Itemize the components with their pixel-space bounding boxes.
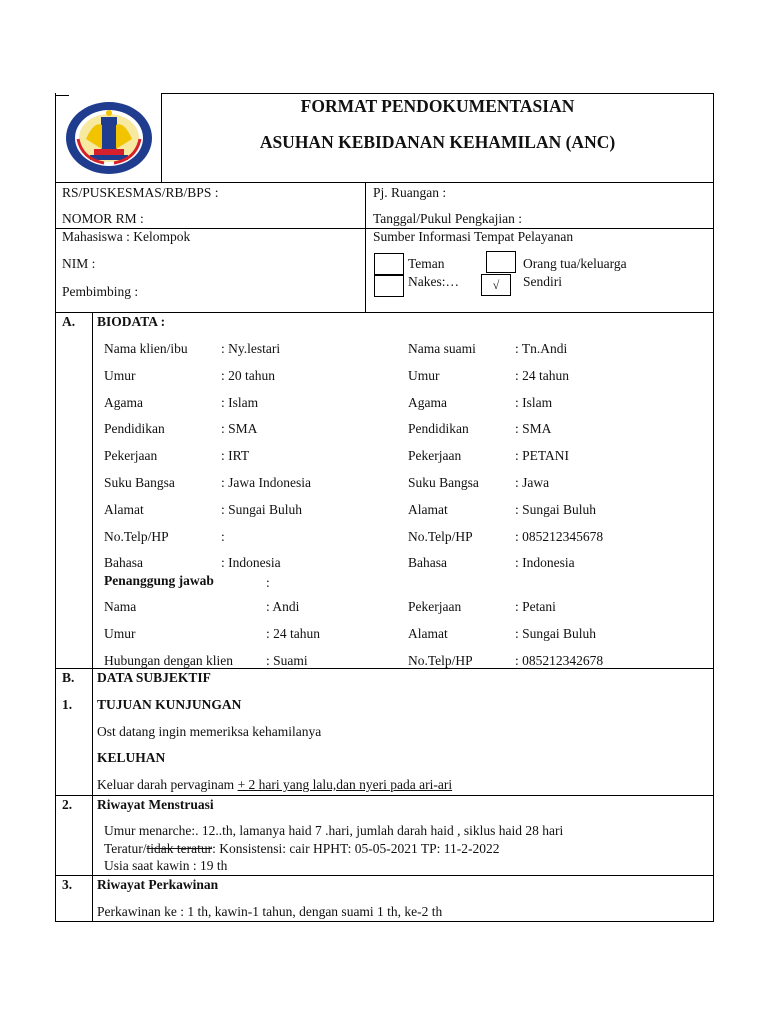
- form-title-line1: FORMAT PENDOKUMENTASIAN: [300, 96, 575, 116]
- biodata-v2-cell: : Jawa: [515, 475, 550, 490]
- biodata-v2-cell: : Tn.Andi: [515, 341, 568, 356]
- biodata-l1-cell: Umur: [104, 367, 136, 383]
- biodata-l2-cell: No.Telp/HP: [408, 528, 473, 544]
- biodata-l2-cell: Pendidikan: [408, 421, 469, 437]
- biodata-l2-cell: Pekerjaan: [408, 599, 462, 614]
- checkbox-sendiri[interactable]: [481, 274, 511, 296]
- checkbox-nakes[interactable]: [374, 275, 404, 297]
- biodata-l1-cell: Agama: [104, 394, 143, 410]
- biodata-v2-cell: : Sungai Buluh: [515, 625, 597, 641]
- biodata-l2-cell: Agama: [408, 394, 447, 410]
- biodata-v1-cell: :: [221, 528, 225, 544]
- mahasiswa-label: Mahasiswa : Kelompok: [62, 229, 191, 244]
- biodata-l2-cell: No.Telp/HP: [408, 652, 473, 668]
- penanggung-jawab-title: Penanggung jawab: [104, 573, 214, 588]
- biodata-l1-cell: Umur: [104, 625, 136, 641]
- biodata-l2-cell: Pekerjaan: [408, 448, 462, 464]
- biodata-v2-cell: : Sungai Buluh: [515, 501, 597, 517]
- biodata-l1-cell: Alamat: [104, 501, 144, 517]
- item-2-number: 2.: [62, 797, 73, 812]
- biodata-l1-cell: Suku Bangsa: [104, 475, 175, 490]
- biodata-l1-cell: Nama klien/ibu: [104, 341, 188, 356]
- biodata-v1-cell: : Sungai Buluh: [221, 501, 303, 517]
- nim-label: NIM :: [62, 256, 96, 271]
- keluhan-title: KELUHAN: [97, 750, 166, 765]
- option-teman-label: Teman: [408, 256, 445, 271]
- biodata-l1-cell: No.Telp/HP: [104, 528, 169, 544]
- biodata-v2-cell: : PETANI: [515, 448, 570, 464]
- tanggal-label: Tanggal/Pukul Pengkajian :: [373, 211, 523, 226]
- biodata-v1-cell: : 20 tahun: [221, 367, 275, 383]
- checkbox-orangtua[interactable]: [486, 251, 516, 273]
- keluhan-text: [97, 777, 452, 793]
- biodata-v2-cell: : 24 tahun: [515, 367, 569, 383]
- biodata-l1-cell: Pekerjaan: [104, 448, 158, 464]
- biodata-l1-cell: Hubungan dengan klien: [104, 652, 233, 668]
- biodata-v1-cell: : Andi: [266, 599, 300, 614]
- penanggung-jawab-colon: :: [266, 575, 270, 590]
- item-1-number: 1.: [62, 697, 73, 712]
- biodata-l2-cell: Alamat: [408, 501, 448, 517]
- biodata-v1-cell: : IRT: [221, 448, 250, 464]
- biodata-l1-cell: Bahasa: [104, 555, 143, 571]
- perkawinan-line1: Perkawinan ke : 1 th, kawin-1 tahun, dengan suami 1 th, ke-2 th: [97, 904, 443, 919]
- section-a-title: BIODATA :: [97, 314, 166, 329]
- biodata-v2-cell: : Indonesia: [515, 555, 575, 571]
- biodata-v2-cell: : Islam: [515, 394, 553, 410]
- check-mark-icon: √: [492, 278, 500, 292]
- biodata-l2-cell: Umur: [408, 367, 440, 383]
- biodata-l2-cell: Nama suami: [408, 341, 476, 356]
- section-b-number: B.: [62, 670, 75, 685]
- teratur-text: Teratur/: [104, 841, 147, 856]
- tujuan-title: TUJUAN KUNJUNGAN: [97, 697, 242, 712]
- ruangan-label: Pj. Ruangan :: [373, 185, 447, 200]
- usia-kawin-text: Usia saat kawin : 19 th: [104, 858, 228, 873]
- option-sendiri-label: Sendiri: [523, 274, 562, 289]
- biodata-l1-cell: Nama: [104, 599, 137, 614]
- section-b-title: DATA SUBJEKTIF: [97, 670, 211, 685]
- biodata-l2-cell: Suku Bangsa: [408, 475, 479, 490]
- option-nakes-label: Nakes:…: [408, 274, 459, 289]
- biodata-v1-cell: : 24 tahun: [266, 625, 320, 641]
- biodata-v1-cell: : Islam: [221, 394, 259, 410]
- form-title-line2: ASUHAN KEBIDANAN KEHAMILAN (ANC): [259, 132, 616, 152]
- keluhan-text-part1: Keluar darah pervaginam: [97, 777, 238, 792]
- biodata-v1-cell: : Jawa Indonesia: [221, 475, 311, 490]
- menstruasi-line2: [104, 841, 499, 857]
- biodata-v1-cell: : Indonesia: [221, 555, 281, 571]
- sumber-label: Sumber Informasi Tempat Pelayanan: [373, 229, 574, 244]
- option-orangtua-label: Orang tua/keluarga: [523, 256, 627, 271]
- pembimbing-label: Pembimbing :: [62, 284, 139, 299]
- menstruasi-title: Riwayat Menstruasi: [97, 797, 214, 812]
- biodata-v2-cell: : Petani: [515, 599, 556, 614]
- menstruasi-line1: Umur menarche:. 12..th, lamanya haid 7 .hari, jumlah darah haid , siklus haid 28 hari: [104, 823, 564, 838]
- biodata-v2-cell: : SMA: [515, 421, 552, 437]
- rs-label: RS/PUSKESMAS/RB/BPS :: [62, 185, 219, 200]
- biodata-l1-cell: Pendidikan: [104, 421, 165, 437]
- konsistensi-text: : Konsistensi: cair HPHT: 05-05-2021 TP: 11-2-2022: [212, 841, 500, 856]
- biodata-v2-cell: : 085212345678: [515, 528, 604, 544]
- biodata-l2-cell: Alamat: [408, 625, 448, 641]
- tujuan-text: Ost datang ingin memeriksa kehamilanya: [97, 724, 322, 739]
- tidak-teratur-text: tidak teratur: [146, 841, 213, 856]
- biodata-v2-cell: : 085212342678: [515, 652, 604, 668]
- keluhan-text-part2: + 2 hari yang lalu,dan nyeri pada ari-ari: [237, 777, 453, 792]
- biodata-l2-cell: Bahasa: [408, 555, 447, 571]
- rm-label: NOMOR RM :: [62, 211, 144, 226]
- perkawinan-title: Riwayat Perkawinan: [97, 877, 219, 892]
- biodata-v1-cell: : Suami: [266, 652, 308, 668]
- checkbox-teman[interactable]: [374, 253, 404, 275]
- section-a-number: A.: [62, 314, 76, 329]
- item-3-number: 3.: [62, 877, 73, 892]
- biodata-v1-cell: : SMA: [221, 421, 258, 437]
- biodata-v1-cell: : Ny.lestari: [221, 341, 281, 356]
- institution-seal-icon: [64, 99, 154, 177]
